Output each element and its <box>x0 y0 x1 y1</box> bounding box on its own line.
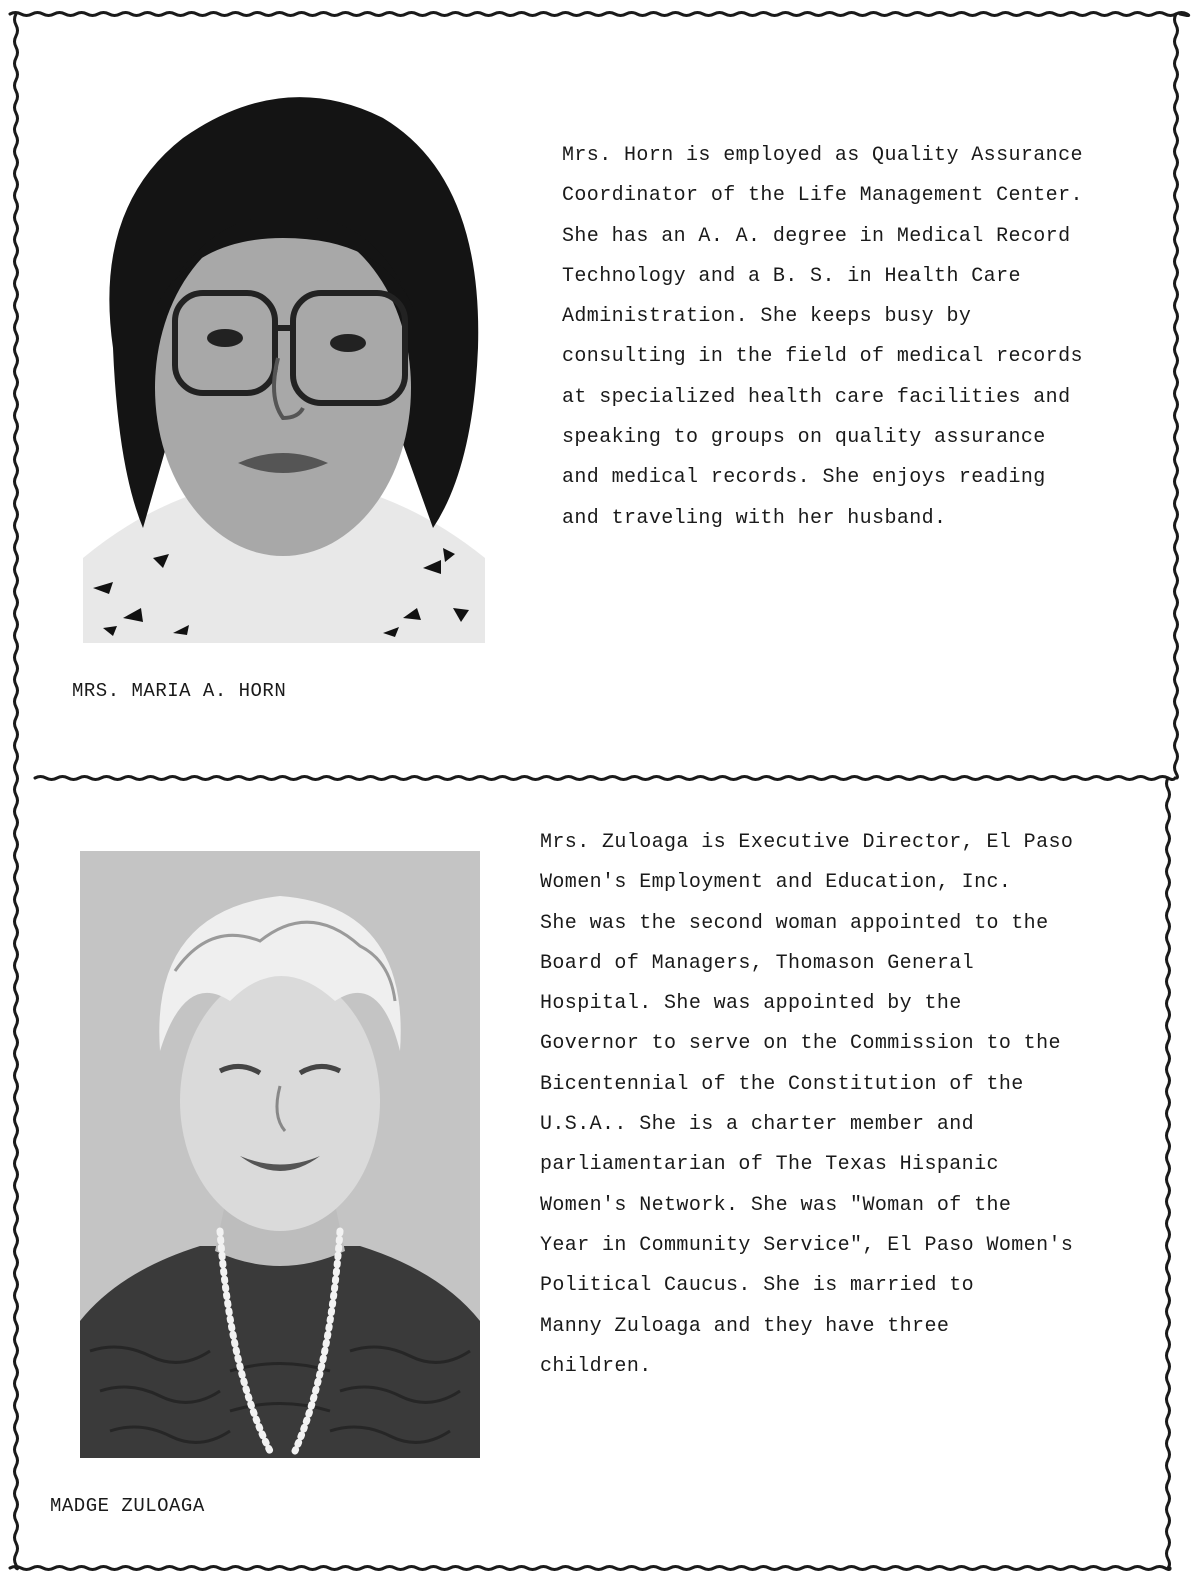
bio-line: at specialized health care facilities and <box>562 385 1071 409</box>
bio-line: Manny Zuloaga and they have three <box>540 1314 950 1338</box>
bio-line: Women's Network. She was "Woman of the <box>540 1193 1012 1217</box>
bio-line: and medical records. She enjoys reading <box>562 466 1046 490</box>
wavy-border-line <box>1167 778 1170 1568</box>
bio-line: She has an A. A. degree in Medical Record <box>562 224 1071 248</box>
bio-line: consulting in the field of medical records <box>562 345 1083 369</box>
wavy-border-line <box>15 14 18 1569</box>
wavy-border-line <box>10 13 1189 16</box>
horn-biography <box>562 136 1083 539</box>
bio-line: and traveling with her husband. <box>562 506 947 530</box>
wavy-border-line <box>35 777 1175 780</box>
zuloaga-caption: MADGE ZULOAGA <box>50 1495 205 1517</box>
bio-line: She was the second woman appointed to the <box>540 911 1049 935</box>
bio-line: Technology and a B. S. in Health Care <box>562 264 1021 288</box>
bio-line: Coordinator of the Life Management Center. <box>562 184 1083 208</box>
bio-line: children. <box>540 1354 652 1378</box>
bio-line: Board of Managers, Thomason General <box>540 951 975 975</box>
wavy-border-line <box>10 1567 1170 1570</box>
wavy-border-line <box>1175 14 1178 778</box>
zuloaga-portrait-photo <box>80 851 480 1458</box>
bio-line: Mrs. Zuloaga is Executive Director, El Paso <box>540 831 1074 854</box>
portrait-photo-icon <box>83 88 485 643</box>
bio-line: Bicentennial of the Constitution of the <box>540 1072 1024 1096</box>
bio-line: Political Caucus. She is married to <box>540 1274 975 1298</box>
bio-line: parliamentarian of The Texas Hispanic <box>540 1153 999 1177</box>
bio-line: Women's Employment and Education, Inc. <box>540 871 1012 895</box>
bio-line: Administration. She keeps busy by <box>562 305 972 329</box>
bio-line: Year in Community Service", El Paso Women's <box>540 1233 1074 1257</box>
bio-line: Governor to serve on the Commission to the <box>540 1032 1061 1056</box>
portrait-photo-icon <box>80 851 480 1458</box>
bio-line: U.S.A.. She is a charter member and <box>540 1113 975 1137</box>
bio-line: Hospital. She was appointed by the <box>540 992 962 1016</box>
bio-line: Mrs. Horn is employed as Quality Assurance <box>562 144 1083 167</box>
bio-line: speaking to groups on quality assurance <box>562 426 1046 450</box>
horn-caption: MRS. MARIA A. HORN <box>72 680 287 702</box>
zuloaga-biography <box>540 823 1073 1387</box>
horn-portrait-photo <box>83 88 485 643</box>
